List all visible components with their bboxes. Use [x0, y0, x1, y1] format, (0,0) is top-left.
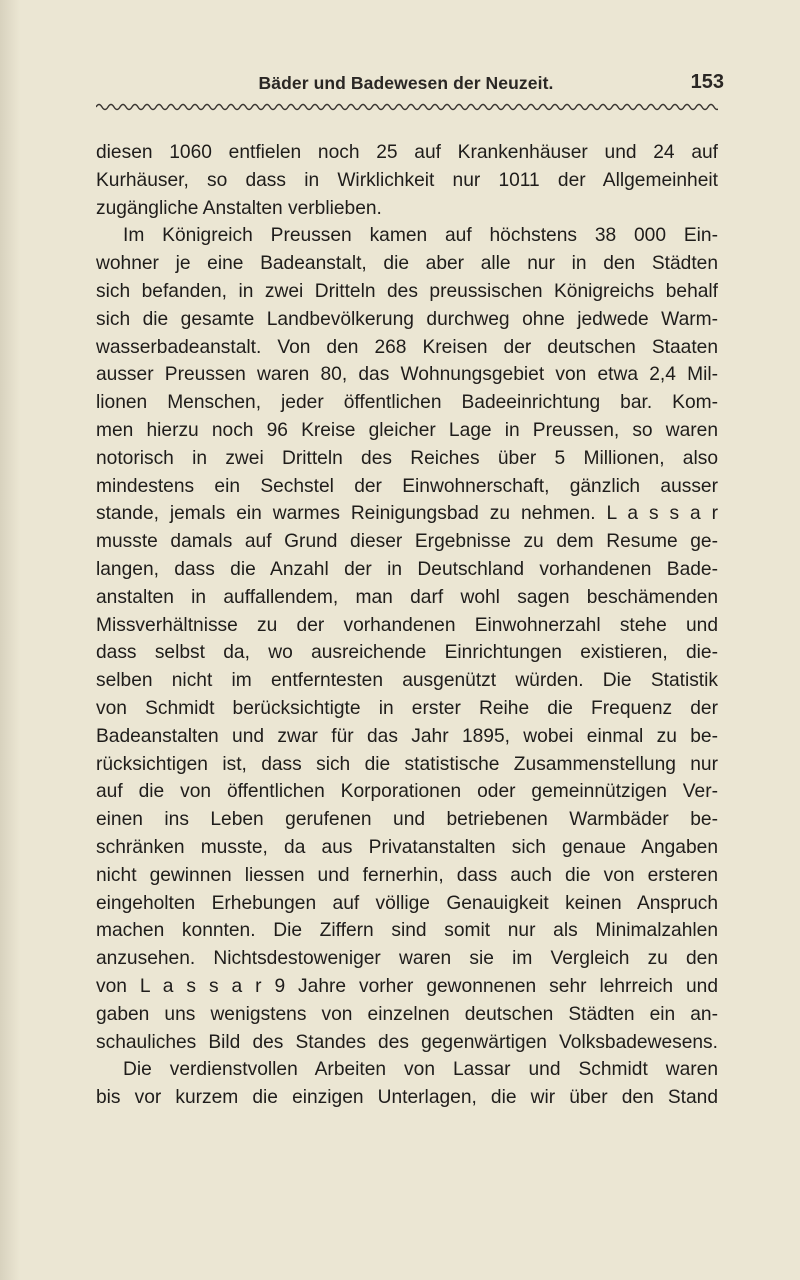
text-line: wohner je eine Badeanstalt, die aber alle nur in den Städten: [96, 253, 718, 275]
running-head: [96, 71, 724, 99]
text-line: stande, jemals ein warmes Reinigungsbad zu nehmen. L a s s a r: [96, 503, 718, 525]
text-line: einen ins Leben gerufenen und betriebenen Warmbäder be-: [96, 809, 718, 831]
text-line: nicht gewinnen liessen und fernerhin, dass auch die von ersteren: [96, 864, 718, 886]
text-line: selben nicht im entferntesten ausgenützt würden. Die Statistik: [96, 670, 718, 692]
text-line: Die verdienstvollen Arbeiten von Lassar und Schmidt waren: [123, 1059, 718, 1081]
text-line: von L a s s a r 9 Jahre vorher gewonnenen sehr lehrreich und: [96, 975, 718, 997]
text-line: sich die gesamte Landbevölkerung durchweg ohne jedwede Warm-: [96, 308, 718, 330]
text-line: Missverhältnisse zu der vorhandenen Einwohnerzahl stehe und: [96, 614, 718, 636]
page-edge-shadow: [0, 0, 20, 1280]
text-line: rücksichtigen ist, dass sich die statistische Zusammenstellung nur: [96, 753, 718, 775]
text-line: musste damals auf Grund dieser Ergebnisse zu dem Resume ge-: [96, 531, 718, 553]
text-line: eingeholten Erhebungen auf völlige Genauigkeit keinen Anspruch: [96, 892, 718, 914]
running-title: Bäder und Badewesen der Neuzeit.: [258, 73, 554, 93]
text-line: langen, dass die Anzahl der in Deutschland vorhandenen Bade-: [96, 558, 718, 580]
text-line: anzusehen. Nichtsdestoweniger waren sie im Vergleich zu den: [96, 948, 718, 970]
text-line: schauliches Bild des Standes des gegenwärtigen Volksbadewesens.: [96, 1031, 718, 1053]
page-number: 153: [690, 71, 724, 93]
text-line: bis vor kurzem die einzigen Unterlagen, die wir über den Stand: [96, 1087, 718, 1109]
text-line: ausser Preussen waren 80, das Wohnungsgebiet von etwa 2,4 Mil-: [96, 364, 718, 386]
body-text: [96, 139, 718, 1112]
text-line: machen konnten. Die Ziffern sind somit nur als Minimalzahlen: [96, 920, 718, 942]
text-line: men hierzu noch 96 Kreise gleicher Lage in Preussen, so waren: [96, 419, 718, 441]
text-line: gaben uns wenigstens von einzelnen deutschen Städten ein an-: [96, 1003, 718, 1025]
text-line: Badeanstalten und zwar für das Jahr 1895, wobei einmal zu be-: [96, 725, 718, 747]
text-line: Kurhäuser, so dass in Wirklichkeit nur 1011 der Allgemeinheit: [96, 169, 718, 191]
text-line: sich befanden, in zwei Dritteln des preussischen Königreichs behalf: [96, 280, 718, 302]
wavy-rule-ornament: [96, 101, 718, 113]
text-line: notorisch in zwei Dritteln des Reiches über 5 Millionen, also: [96, 447, 718, 469]
text-line: dass selbst da, wo ausreichende Einrichtungen existieren, die-: [96, 642, 718, 664]
text-line: Im Königreich Preussen kamen auf höchstens 38 000 Ein-: [123, 225, 718, 247]
text-line: wasserbadeanstalt. Von den 268 Kreisen der deutschen Staaten: [96, 336, 718, 358]
text-line: mindestens ein Sechstel der Einwohnerschaft, gänzlich ausser: [96, 475, 718, 497]
text-line: schränken musste, da aus Privatanstalten sich genaue Angaben: [96, 836, 718, 858]
text-line: diesen 1060 entfielen noch 25 auf Krankenhäuser und 24 auf: [96, 142, 718, 163]
text-line: auf die von öffentlichen Korporationen oder gemeinnützigen Ver-: [96, 781, 718, 803]
text-line: zugängliche Anstalten verblieben.: [96, 197, 382, 219]
text-line: von Schmidt berücksichtigte in erster Reihe die Frequenz der: [96, 697, 718, 719]
text-line: lionen Menschen, jeder öffentlichen Badeeinrichtung bar. Kom-: [96, 392, 718, 414]
text-line: anstalten in auffallendem, man darf wohl sagen beschämenden: [96, 586, 718, 608]
